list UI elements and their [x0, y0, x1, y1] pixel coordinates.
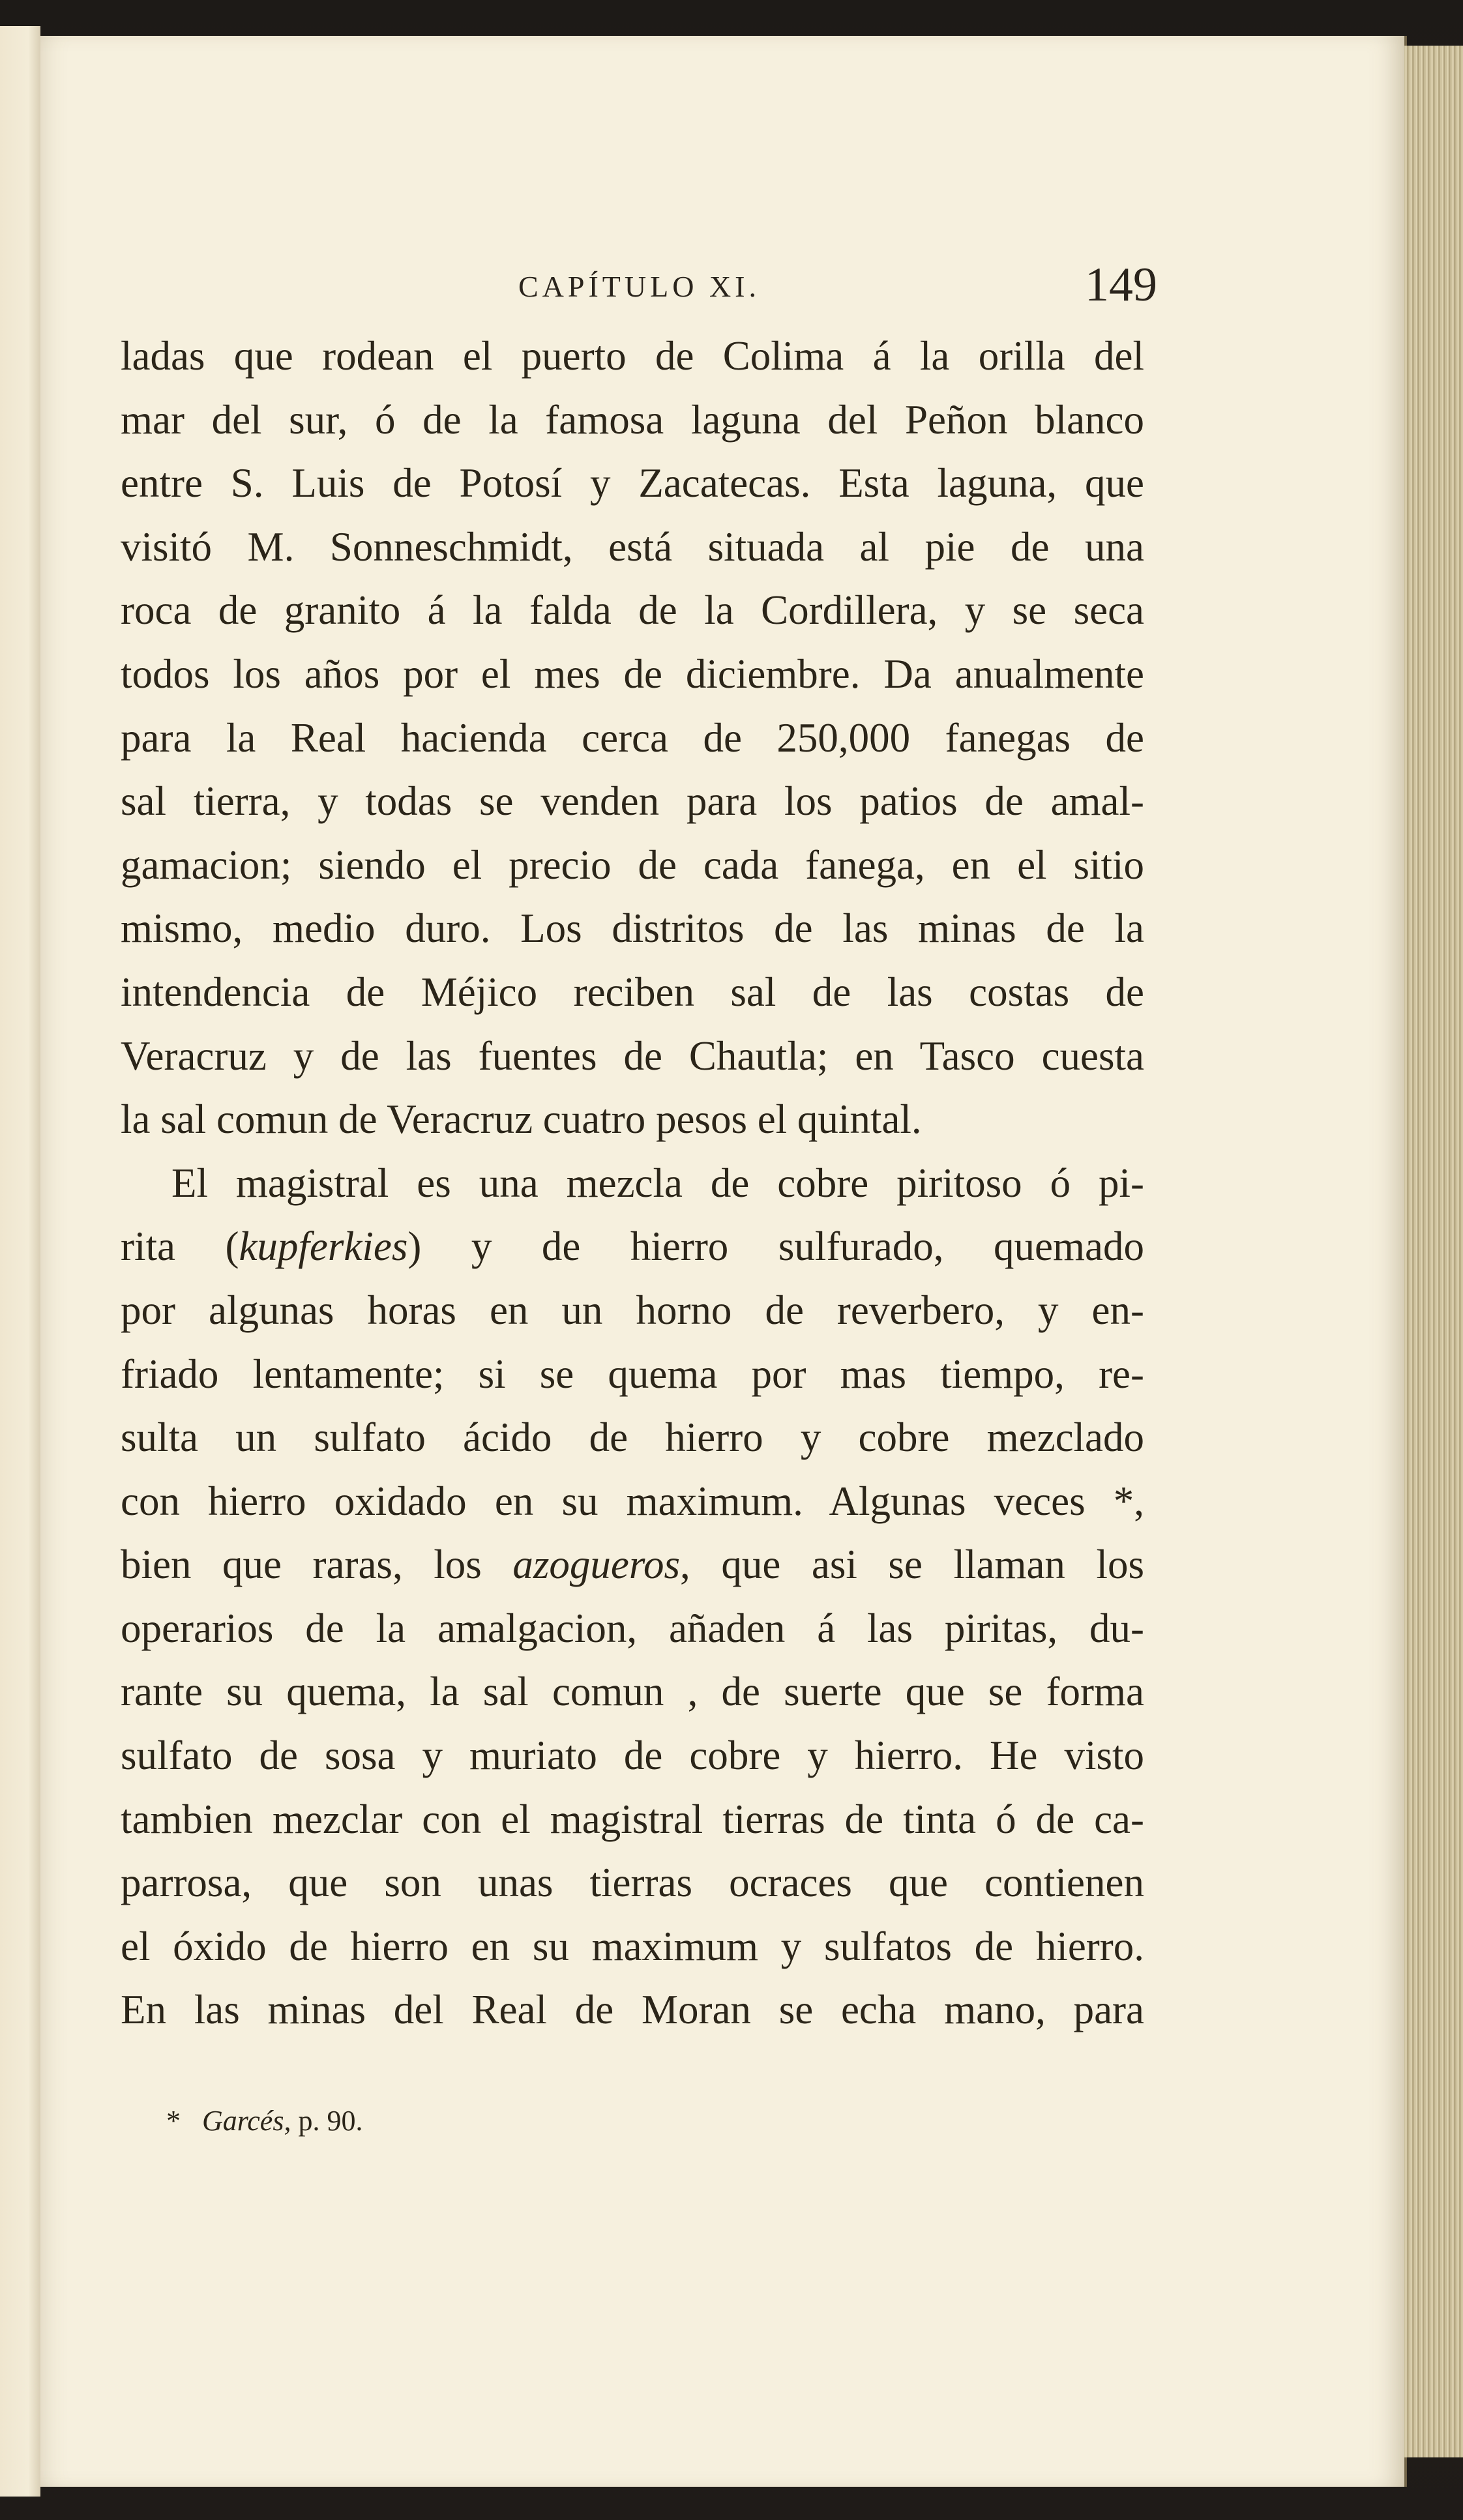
text-line — [121, 1215, 1144, 1279]
text-line: parrosa, que son unas tierras ocraces que contienen — [121, 1860, 1144, 1906]
text-line: intendencia de Méjico reciben sal de las costas de — [121, 969, 1144, 1015]
footnote — [166, 2104, 362, 2137]
text-line: visitó M. Sonneschmidt, está situada al pie de una — [121, 523, 1144, 570]
text-line: todos los años por el mes de diciembre. Da anualmente — [121, 651, 1144, 697]
text-line: rante su quema, la sal comun , de suerte que se forma — [121, 1669, 1144, 1715]
paragraph-start-line: El magistral es una mezcla de cobre piritoso ó pi- — [171, 1160, 1144, 1206]
text-line: roca de granito á la falda de la Cordillera, y se seca — [121, 587, 1144, 634]
text-line: entre S. Luis de Potosí y Zacatecas. Esta laguna, que — [121, 460, 1144, 506]
text-line: el óxido de hierro en su maximum y sulfatos de hierro. — [121, 1923, 1144, 1969]
page-number: 149 — [1085, 258, 1157, 312]
text-line: por algunas horas en un horno de reverbero, y en- — [121, 1287, 1144, 1333]
text-line: mismo, medio duro. Los distritos de las minas de la — [121, 905, 1144, 952]
text-line: En las minas del Real de Moran se echa mano, para — [121, 1987, 1144, 2033]
text-line: friado lentamente; si se quema por mas tiempo, re- — [121, 1351, 1144, 1397]
italic-term: kupferkies — [239, 1223, 408, 1270]
body-text — [121, 325, 1144, 2042]
text-line: sal tierra, y todas se venden para los patios de amal- — [121, 778, 1144, 825]
text-line: sulta un sulfato ácido de hierro y cobre mezclado — [121, 1414, 1144, 1461]
text-line: para la Real hacienda cerca de 250,000 fanegas de — [121, 714, 1144, 761]
page-block-edges — [1404, 46, 1463, 2457]
text-line: ladas que rodean el puerto de Colima á la orilla del — [121, 333, 1144, 379]
paragraph-end-line: la sal comun de Veracruz cuatro pesos el quintal. — [121, 1096, 922, 1143]
running-head: CAPÍTULO XI. — [518, 270, 760, 303]
facing-page-edge — [0, 26, 40, 2497]
italic-term: azogueros — [512, 1542, 681, 1588]
footnote-marker: * — [166, 2105, 181, 2137]
text-line — [121, 1533, 1144, 1597]
text-line: operarios de la amalgacion, añaden á las piritas, du- — [121, 1605, 1144, 1651]
footnote-reference: p. 90. — [298, 2105, 363, 2137]
footnote-author: Garcés, — [202, 2105, 291, 2137]
line-text: bien que raras, los — [121, 1542, 513, 1588]
text-line: con hierro oxidado en su maximum. Algunas veces *, — [121, 1478, 1144, 1524]
line-text: ) y de hierro sulfurado, quemado — [407, 1223, 1144, 1270]
text-line: mar del sur, ó de la famosa laguna del Peñon blanco — [121, 396, 1144, 443]
text-line: gamacion; siendo el precio de cada fanega, en el sitio — [121, 842, 1144, 888]
line-text: , que asi se llaman los — [680, 1542, 1144, 1588]
text-line: Veracruz y de las fuentes de Chautla; en Tasco cuesta — [121, 1033, 1144, 1079]
line-text: rita ( — [121, 1223, 239, 1270]
page-header — [127, 257, 1157, 329]
text-line: tambien mezclar con el magistral tierras de tinta ó de ca- — [121, 1796, 1144, 1842]
text-line: sulfato de sosa y muriato de cobre y hierro. He visto — [121, 1733, 1144, 1779]
